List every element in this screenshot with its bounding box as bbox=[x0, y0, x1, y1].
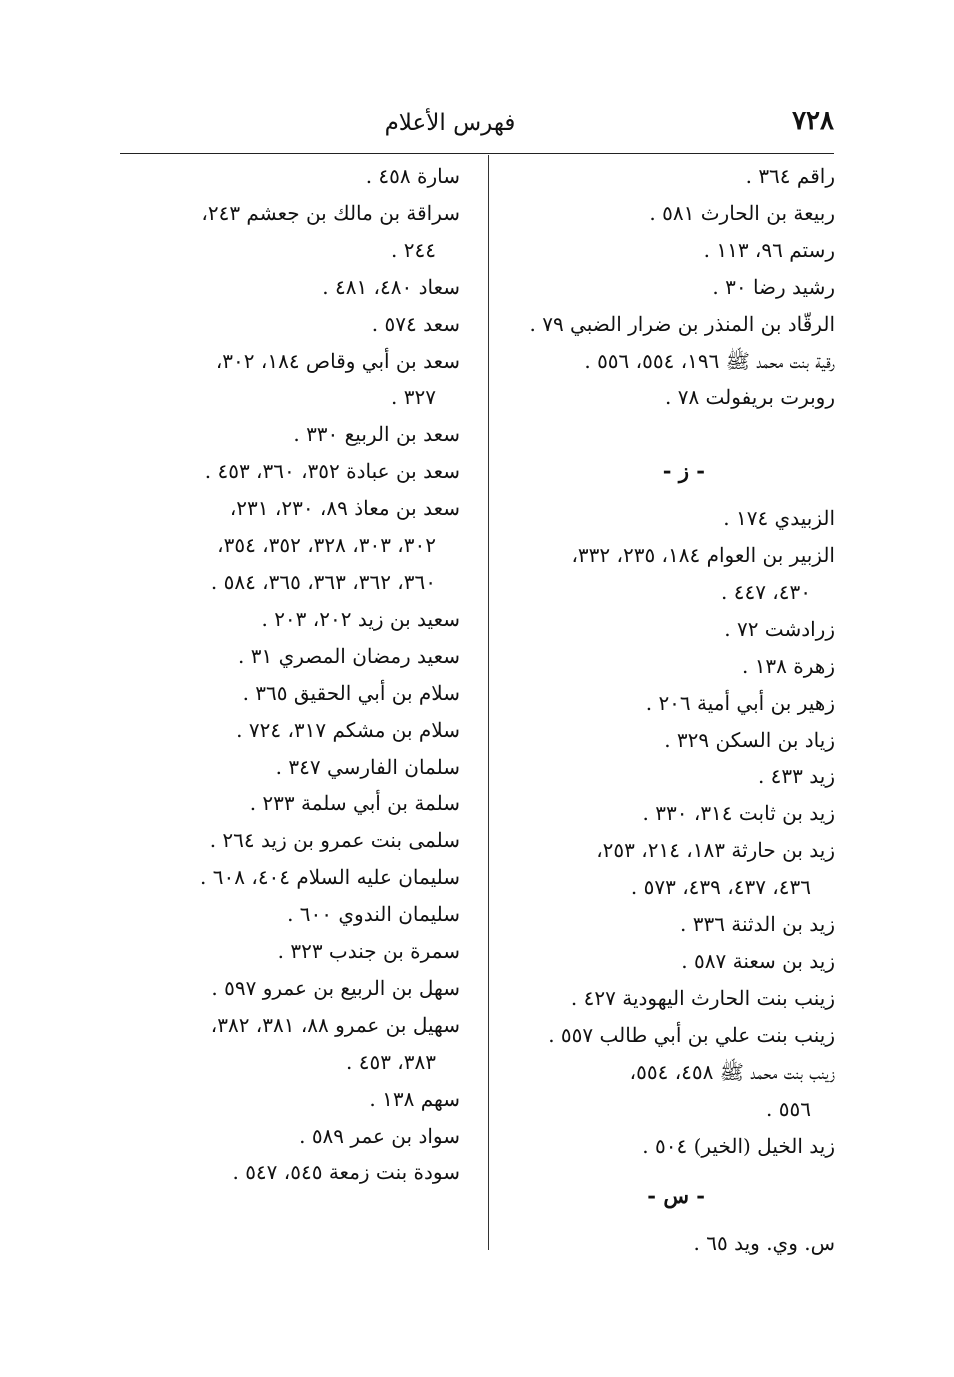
index-entry: روبرت بريفولت ٧٨ . bbox=[664, 385, 835, 410]
entry-continuation: ٣٠٢، ٣٠٣، ٣٢٨، ٣٥٢، ٣٥٤، bbox=[217, 533, 436, 558]
entry-continuation: ٤٣٠، ٤٤٧ . bbox=[721, 579, 811, 604]
running-title: فهرس الأعلام bbox=[384, 110, 516, 136]
index-entry bbox=[130, 490, 460, 601]
index-column-left bbox=[130, 158, 460, 1191]
index-entry bbox=[130, 195, 460, 269]
entry-text: الزبير بن العوام ١٨٤، ٢٣٥، ٣٣٢، bbox=[571, 543, 835, 568]
column-rule bbox=[488, 155, 489, 1250]
index-entry: سعاد ٤٨٠، ٤٨١ . bbox=[322, 274, 460, 299]
index-entry: رقية بنت محمد ﷺ ١٩٦، ٥٥٤، ٥٥٦ . bbox=[584, 348, 835, 373]
index-entry: سليمان عليه السلام ٤٠٤، ٦٠٨ . bbox=[200, 865, 460, 890]
index-entry: زهرة ١٣٨ . bbox=[741, 653, 835, 678]
index-entry: ربيعة بن الحارث ٥٨١ . bbox=[649, 200, 835, 225]
letter-heading: - س - bbox=[647, 1183, 705, 1209]
entry-text: زينب بنت محمد ﷺ ٤٥٨، ٥٥٤، bbox=[629, 1059, 835, 1084]
index-column-right bbox=[505, 158, 835, 1262]
index-entry: سهم ١٣٨ . bbox=[369, 1086, 460, 1111]
entry-text: سعد بن معاذ ٨٩، ٢٣٠، ٢٣١، bbox=[229, 496, 460, 521]
index-entry: سعيد رمضان المصري ٣١ . bbox=[238, 643, 460, 668]
entry-continuation: ٣٦٠، ٣٦٢، ٣٦٣، ٣٦٥، ٥٨٤ . bbox=[210, 569, 436, 594]
index-entry: سليمان الندوي ٦٠٠ . bbox=[287, 902, 460, 927]
index-entry: سارة ٤٥٨ . bbox=[365, 164, 460, 188]
index-entry: سعيد بن زيد ٢٠٢، ٢٠٣ . bbox=[261, 606, 460, 631]
index-entry: سلام بن أبي الحقيق ٣٦٥ . bbox=[242, 680, 460, 705]
entry-continuation: ٥٥٦ . bbox=[766, 1096, 811, 1121]
index-entry: زيد ٤٣٣ . bbox=[757, 764, 835, 789]
entry-continuation: ٤٣٦، ٤٣٧، ٤٣٩، ٥٧٣ . bbox=[630, 875, 811, 900]
index-entry: سعد بن عبادة ٣٥٢، ٣٦٠، ٤٥٣ . bbox=[204, 459, 460, 484]
letter-heading: - ز - bbox=[662, 458, 705, 484]
index-entry: سهل بن الربيع بن عمرو ٥٩٧ . bbox=[211, 975, 460, 1000]
index-entry: سلام بن مشكم ٣١٧، ٧٢٤ . bbox=[236, 717, 460, 742]
header-rule bbox=[120, 153, 834, 154]
index-entry: سواد بن عمر ٥٨٩ . bbox=[299, 1123, 460, 1148]
index-entry: سلمة بن أبي سلمة ٢٣٣ . bbox=[249, 791, 460, 816]
entry-continuation: ٣٢٧ . bbox=[391, 385, 436, 410]
index-entry: زيد بن الدثنة ٣٣٦ . bbox=[679, 912, 835, 937]
index-entry: رستم ٩٦، ١١٣ . bbox=[703, 237, 835, 262]
index-entry: زهير بن أبي أمية ٢٠٦ . bbox=[645, 690, 835, 715]
index-entry: الرقّاد بن المنذر بن ضرار الضبي ٧٩ . bbox=[529, 311, 835, 336]
index-entry bbox=[130, 1007, 460, 1081]
index-entry: سمرة بن جندب ٣٢٣ . bbox=[277, 939, 460, 964]
index-entry bbox=[130, 343, 460, 417]
entry-continuation: ٢٤٤ . bbox=[391, 237, 436, 262]
index-entry: زيد بن سعنة ٥٨٧ . bbox=[681, 949, 835, 974]
index-entry: زينب بنت الحارث اليهودية ٤٢٧ . bbox=[570, 985, 835, 1010]
index-entry: زيد الخيل (الخير) ٥٠٤ . bbox=[642, 1133, 835, 1158]
index-entry: زياد بن السكن ٣٢٩ . bbox=[664, 727, 835, 752]
entry-text: سهيل بن عمرو ٨٨، ٣٨١، ٣٨٢، bbox=[210, 1012, 460, 1037]
index-entry: رشيد رضا ٣٠ . bbox=[712, 274, 835, 299]
index-entry: سلمان الفارسي ٣٤٧ . bbox=[275, 754, 460, 779]
index-entry: زرادشت ٧٢ . bbox=[724, 616, 835, 641]
index-entry: سعد ٥٧٤ . bbox=[371, 311, 460, 336]
entry-continuation: ٣٨٣، ٤٥٣ . bbox=[346, 1049, 436, 1074]
page-number: ٧٢٨ bbox=[792, 106, 834, 136]
index-entry: س. وي. ويد ٦٥ . bbox=[693, 1231, 835, 1256]
index-entry bbox=[505, 537, 835, 611]
index-entry: سعد بن الربيع ٣٣٠ . bbox=[293, 422, 460, 447]
index-entry: الزبيدي ١٧٤ . bbox=[723, 506, 835, 531]
index-entry: زيد بن ثابت ٣١٤، ٣٣٠ . bbox=[642, 801, 835, 826]
index-entry: زينب بنت علي بن أبي طالب ٥٥٧ . bbox=[548, 1022, 835, 1047]
index-entry: راقم ٣٦٤ . bbox=[745, 164, 835, 188]
index-entry bbox=[505, 1054, 835, 1128]
entry-text: سراقة بن مالك بن جعشم ٢٤٣، bbox=[201, 200, 460, 225]
entry-text: سعد بن أبي وقاص ١٨٤، ٣٠٢، bbox=[215, 348, 460, 373]
index-entry: سودة بنت زمعة ٥٤٥، ٥٤٧ . bbox=[232, 1160, 460, 1185]
index-entry: سلمى بنت عمرو بن زيد ٢٦٤ . bbox=[209, 828, 460, 853]
index-entry bbox=[505, 832, 835, 906]
entry-text: زيد بن حارثة ١٨٣، ٢١٤، ٢٥٣، bbox=[596, 838, 835, 863]
